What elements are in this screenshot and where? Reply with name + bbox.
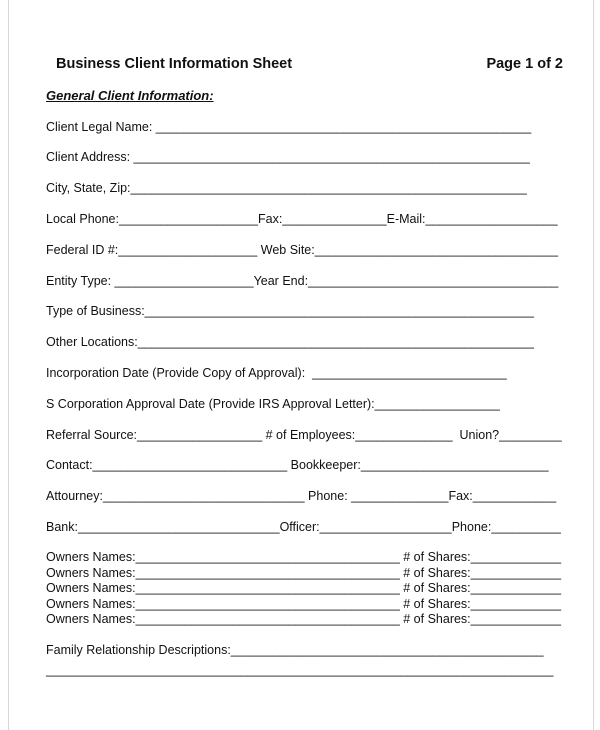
field-family-relationship-continued: _________________________________________________________________________ xyxy=(46,663,554,677)
field-contact-bookkeeper: Contact:____________________________ Bookkeeper:___________________________ xyxy=(46,458,549,472)
field-owner-names-2: Owners Names:______________________________________ # of Shares:_____________ xyxy=(46,566,562,580)
field-owner-names-4: Owners Names:______________________________________ # of Shares:_____________ xyxy=(46,597,562,611)
field-phone-fax-email: Local Phone:____________________Fax:_______________E-Mail:___________________ xyxy=(46,212,558,226)
document-title: Business Client Information Sheet xyxy=(56,56,293,72)
field-owner-names-3: Owners Names:______________________________________ # of Shares:_____________ xyxy=(46,581,562,595)
field-incorporation-date: Incorporation Date (Provide Copy of Approval): ____________________________ xyxy=(46,366,507,380)
field-federal-id-website: Federal ID #:____________________ Web Site:___________________________________ xyxy=(46,243,559,257)
field-attorney-phone-fax: Attourney:_____________________________ Phone: ______________Fax:____________ xyxy=(46,489,557,503)
page-number: Page 1 of 2 xyxy=(486,56,563,72)
field-s-corp-approval-date: S Corporation Approval Date (Provide IRS Approval Letter):__________________ xyxy=(46,397,500,411)
field-type-of-business: Type of Business:________________________________________________________ xyxy=(46,304,534,318)
field-entity-type-year-end: Entity Type: ____________________Year End:____________________________________ xyxy=(46,274,559,288)
field-owner-names-5: Owners Names:______________________________________ # of Shares:_____________ xyxy=(46,612,562,626)
field-owner-names-1: Owners Names:______________________________________ # of Shares:_____________ xyxy=(46,550,562,564)
field-client-legal-name: Client Legal Name: ______________________________________________________ xyxy=(46,120,532,134)
field-city-state-zip: City, State, Zip:_________________________________________________________ xyxy=(46,181,527,195)
field-other-locations: Other Locations:_________________________________________________________ xyxy=(46,335,534,349)
field-family-relationship: Family Relationship Descriptions:_____________________________________________ xyxy=(46,643,544,657)
document-page xyxy=(8,0,594,730)
section-heading: General Client Information: xyxy=(46,88,214,103)
field-client-address: Client Address: _________________________________________________________ xyxy=(46,150,530,164)
field-referral-employees-union: Referral Source:__________________ # of Employees:______________ Union?_________ xyxy=(46,428,562,442)
field-bank-officer-phone: Bank:_____________________________Officer:___________________Phone:__________ xyxy=(46,520,561,534)
